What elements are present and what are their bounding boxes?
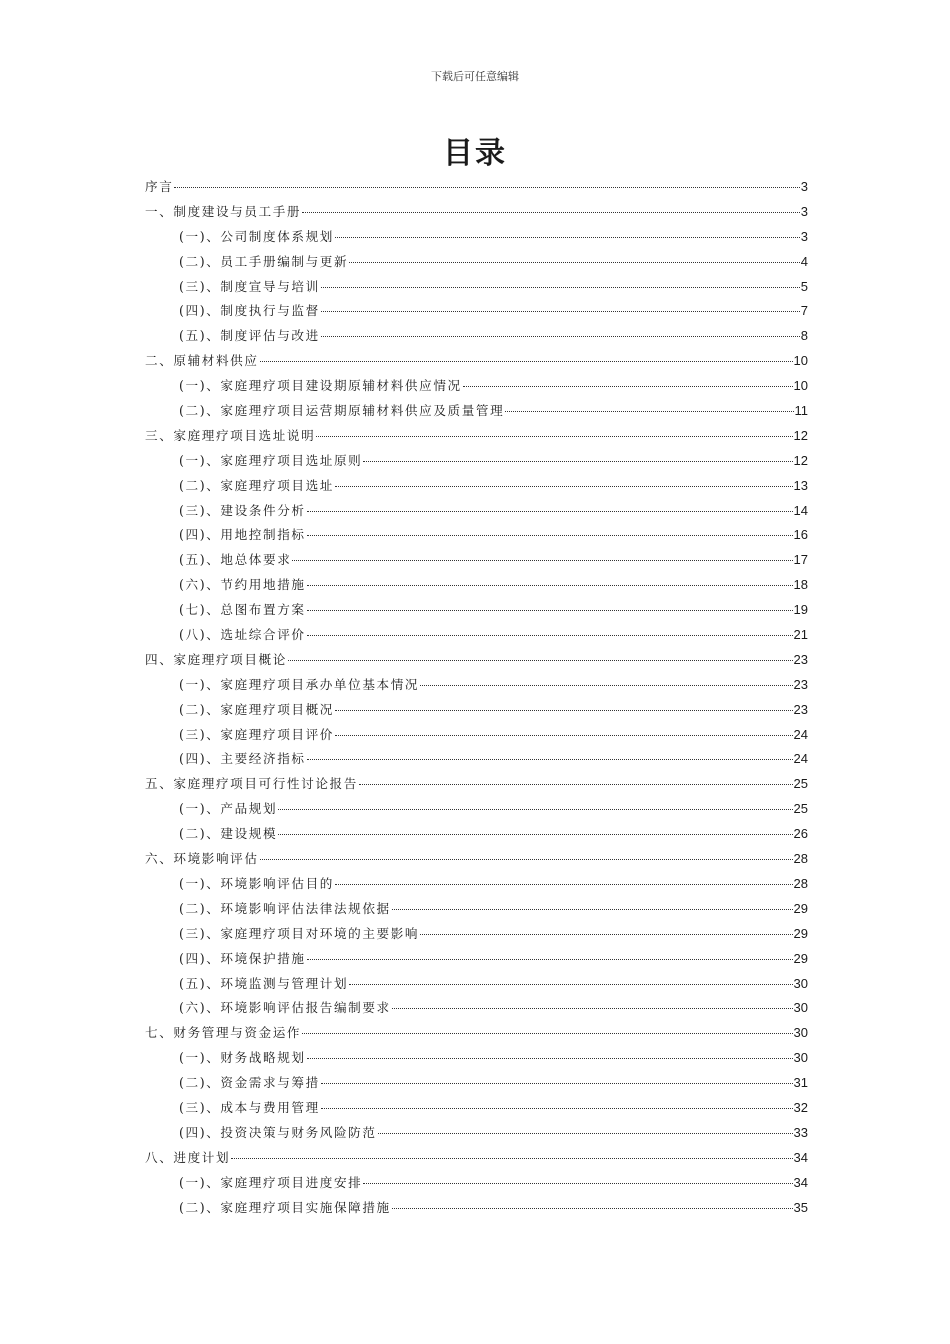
toc-leader-dots: [307, 610, 793, 611]
toc-entry-page: 30: [793, 1000, 808, 1016]
toc-entry-label: 八、进度计划: [145, 1149, 231, 1165]
toc-entry[interactable]: [145, 823, 808, 848]
toc-entry-page: 3: [800, 228, 808, 244]
toc-entry[interactable]: [145, 450, 808, 475]
toc-leader-dots: [420, 685, 792, 686]
toc-entry-label: (二)、家庭理疗项目选址: [179, 477, 334, 493]
toc-entry[interactable]: [145, 798, 808, 823]
toc-entry[interactable]: [145, 973, 808, 998]
toc-entry-label: (四)、主要经济指标: [179, 751, 306, 767]
toc-entry-page: 28: [793, 875, 808, 891]
toc-entry-page: 3: [800, 179, 808, 194]
toc-leader-dots: [335, 237, 800, 238]
toc-entry[interactable]: [145, 475, 808, 500]
toc-entry-page: 34: [793, 1174, 808, 1190]
toc-entry-label: (二)、建设规模: [179, 826, 278, 842]
toc-leader-dots: [307, 959, 793, 960]
toc-leader-dots: [392, 1208, 793, 1209]
toc-entry-page: 24: [793, 751, 808, 767]
toc-entry-label: (一)、家庭理疗项目承办单位基本情况: [179, 676, 420, 692]
toc-entry-page: 33: [793, 1124, 808, 1140]
toc-entry-page: 23: [793, 651, 808, 667]
toc-entry[interactable]: [145, 1122, 808, 1147]
toc-entry-page: 3: [800, 203, 808, 219]
toc-entry[interactable]: [145, 1072, 808, 1097]
toc-entry-label: (四)、环境保护措施: [179, 950, 306, 966]
toc-entry-page: 13: [793, 477, 808, 493]
toc-leader-dots: [260, 859, 793, 860]
toc-entry-label: (七)、总图布置方案: [179, 602, 306, 618]
toc-entry-label: (一)、公司制度体系规划: [179, 228, 334, 244]
toc-entry[interactable]: [145, 201, 808, 226]
toc-entry[interactable]: [145, 425, 808, 450]
toc-entry-label: 三、家庭理疗项目选址说明: [145, 427, 316, 443]
toc-entry-label: (八)、选址综合评价: [179, 627, 306, 643]
toc-entry-page: 28: [793, 851, 808, 867]
page-title: 目录: [443, 136, 507, 171]
toc-entry-page: 30: [793, 1025, 808, 1041]
toc-leader-dots: [349, 984, 792, 985]
toc-leader-dots: [321, 336, 800, 337]
toc-entry-label: (三)、建设条件分析: [179, 502, 306, 518]
toc-entry-label: (四)、投资决策与财务风险防范: [179, 1124, 377, 1140]
toc-entry-label: (六)、环境影响评估报告编制要求: [179, 1000, 391, 1016]
toc-entry-page: 23: [793, 701, 808, 717]
toc-entry-label: (三)、家庭理疗项目对环境的主要影响: [179, 925, 420, 941]
toc-leader-dots: [392, 1008, 793, 1009]
toc-leader-dots: [349, 262, 800, 263]
toc-leader-dots: [302, 1033, 792, 1034]
toc-entry-label: 七、财务管理与资金运作: [145, 1025, 302, 1041]
toc-entry[interactable]: [145, 251, 808, 276]
toc-entry[interactable]: [145, 1172, 808, 1197]
toc-entry[interactable]: [145, 699, 808, 724]
table-of-contents: [145, 176, 808, 1221]
toc-entry-page: 35: [793, 1199, 808, 1215]
toc-entry-label: (三)、制度宣导与培训: [179, 278, 320, 294]
toc-leader-dots: [321, 1083, 793, 1084]
toc-entry-page: 23: [793, 676, 808, 692]
toc-entry[interactable]: [145, 1197, 808, 1222]
toc-entry[interactable]: [145, 773, 808, 798]
toc-entry-label: 序言: [145, 179, 174, 194]
toc-entry-label: (二)、员工手册编制与更新: [179, 253, 349, 269]
toc-entry[interactable]: [145, 848, 808, 873]
toc-leader-dots: [316, 436, 792, 437]
toc-leader-dots: [307, 585, 793, 586]
toc-entry[interactable]: [145, 923, 808, 948]
toc-entry-label: (二)、家庭理疗项目实施保障措施: [179, 1199, 391, 1215]
toc-entry-page: 4: [800, 253, 808, 269]
toc-entry[interactable]: [145, 1147, 808, 1172]
toc-entry-page: 30: [793, 975, 808, 991]
toc-entry-label: (二)、家庭理疗项目运营期原辅材料供应及质量管理: [179, 403, 505, 419]
toc-leader-dots: [392, 909, 793, 910]
toc-entry[interactable]: [145, 724, 808, 749]
toc-entry[interactable]: [145, 276, 808, 301]
toc-leader-dots: [420, 934, 792, 935]
toc-entry-page: 21: [793, 627, 808, 643]
toc-entry[interactable]: [145, 300, 808, 325]
toc-entry-page: 29: [793, 900, 808, 916]
toc-leader-dots: [260, 361, 793, 362]
toc-leader-dots: [463, 386, 793, 387]
toc-leader-dots: [505, 411, 793, 412]
toc-leader-dots: [307, 1058, 793, 1059]
toc-leader-dots: [278, 834, 792, 835]
toc-entry-page: 30: [793, 1050, 808, 1066]
toc-leader-dots: [307, 759, 793, 760]
toc-leader-dots: [321, 287, 800, 288]
toc-entry[interactable]: [145, 524, 808, 549]
toc-entry-page: 26: [793, 826, 808, 842]
toc-entry[interactable]: [145, 1097, 808, 1122]
toc-leader-dots: [292, 560, 792, 561]
toc-entry-page: 25: [793, 776, 808, 792]
toc-entry-label: (六)、节约用地措施: [179, 577, 306, 593]
toc-entry-label: 五、家庭理疗项目可行性讨论报告: [145, 776, 358, 792]
toc-entry-page: 24: [793, 726, 808, 742]
toc-entry-label: 四、家庭理疗项目概论: [145, 651, 287, 667]
toc-entry[interactable]: [145, 500, 808, 525]
toc-entry-page: 5: [800, 278, 808, 294]
toc-entry[interactable]: [145, 948, 808, 973]
toc-entry-page: 18: [793, 577, 808, 593]
toc-entry-page: 12: [793, 452, 808, 468]
toc-leader-dots: [335, 735, 793, 736]
toc-entry-label: (二)、家庭理疗项目概况: [179, 701, 334, 717]
toc-entry-page: 16: [793, 527, 808, 543]
toc-entry-label: (五)、环境监测与管理计划: [179, 975, 349, 991]
toc-entry-label: 六、环境影响评估: [145, 851, 259, 867]
toc-leader-dots: [302, 212, 800, 213]
toc-entry[interactable]: [145, 649, 808, 674]
toc-entry[interactable]: [145, 1047, 808, 1072]
toc-entry-page: 29: [793, 950, 808, 966]
toc-entry-label: (五)、地总体要求: [179, 552, 292, 568]
toc-leader-dots: [307, 635, 793, 636]
toc-entry[interactable]: [145, 624, 808, 649]
toc-leader-dots: [335, 486, 793, 487]
toc-entry[interactable]: [145, 873, 808, 898]
toc-entry[interactable]: [145, 997, 808, 1022]
toc-entry-page: 14: [793, 502, 808, 518]
toc-entry-label: (五)、制度评估与改进: [179, 328, 320, 344]
toc-entry-page: 25: [793, 801, 808, 817]
toc-entry-page: 29: [793, 925, 808, 941]
toc-leader-dots: [363, 461, 792, 462]
toc-leader-dots: [231, 1158, 792, 1159]
toc-entry[interactable]: [145, 549, 808, 574]
toc-leader-dots: [335, 884, 793, 885]
toc-entry-label: 一、制度建设与员工手册: [145, 203, 302, 219]
toc-entry-page: 34: [793, 1149, 808, 1165]
toc-entry[interactable]: [145, 350, 808, 375]
toc-leader-dots: [378, 1133, 793, 1134]
toc-entry-label: (二)、环境影响评估法律法规依据: [179, 900, 391, 916]
toc-entry-page: 19: [793, 602, 808, 618]
toc-entry-page: 17: [793, 552, 808, 568]
toc-entry-label: 二、原辅材料供应: [145, 353, 259, 369]
toc-entry-label: (一)、家庭理疗项目进度安排: [179, 1174, 363, 1190]
toc-entry-page: 8: [800, 328, 808, 344]
toc-leader-dots: [321, 1108, 793, 1109]
toc-entry-label: (三)、成本与费用管理: [179, 1099, 320, 1115]
toc-leader-dots: [363, 1183, 792, 1184]
toc-entry-page: 7: [800, 303, 808, 319]
toc-entry[interactable]: [145, 898, 808, 923]
toc-entry[interactable]: [145, 599, 808, 624]
toc-entry[interactable]: [145, 1022, 808, 1047]
toc-leader-dots: [359, 784, 793, 785]
toc-entry[interactable]: [145, 226, 808, 251]
toc-entry-label: (四)、制度执行与监督: [179, 303, 320, 319]
toc-entry-label: (四)、用地控制指标: [179, 527, 306, 543]
toc-entry[interactable]: [145, 375, 808, 400]
toc-entry-label: (三)、家庭理疗项目评价: [179, 726, 334, 742]
toc-entry-label: (二)、资金需求与筹措: [179, 1075, 320, 1091]
toc-entry[interactable]: [145, 674, 808, 699]
toc-entry-label: (一)、产品规划: [179, 801, 278, 817]
toc-entry-page: 11: [794, 403, 808, 419]
toc-leader-dots: [321, 311, 800, 312]
toc-entry[interactable]: [145, 748, 808, 773]
toc-entry-page: 12: [793, 427, 808, 443]
toc-entry-label: (一)、家庭理疗项目选址原则: [179, 452, 363, 468]
toc-entry-label: (一)、环境影响评估目的: [179, 875, 334, 891]
toc-entry[interactable]: [145, 574, 808, 599]
toc-entry-label: (一)、家庭理疗项目建设期原辅材料供应情况: [179, 378, 462, 394]
toc-leader-dots: [335, 710, 793, 711]
toc-entry[interactable]: [145, 400, 808, 425]
toc-leader-dots: [288, 660, 793, 661]
toc-entry[interactable]: [145, 176, 808, 201]
toc-leader-dots: [307, 535, 793, 536]
toc-leader-dots: [174, 187, 799, 188]
toc-leader-dots: [278, 809, 792, 810]
toc-entry-page: 10: [793, 378, 808, 394]
toc-entry-page: 32: [793, 1099, 808, 1115]
toc-entry[interactable]: [145, 325, 808, 350]
header-note: 下载后可任意编辑: [431, 70, 519, 83]
toc-entry-page: 31: [793, 1075, 808, 1091]
toc-entry-page: 10: [793, 353, 808, 369]
toc-leader-dots: [307, 511, 793, 512]
toc-entry-label: (一)、财务战略规划: [179, 1050, 306, 1066]
